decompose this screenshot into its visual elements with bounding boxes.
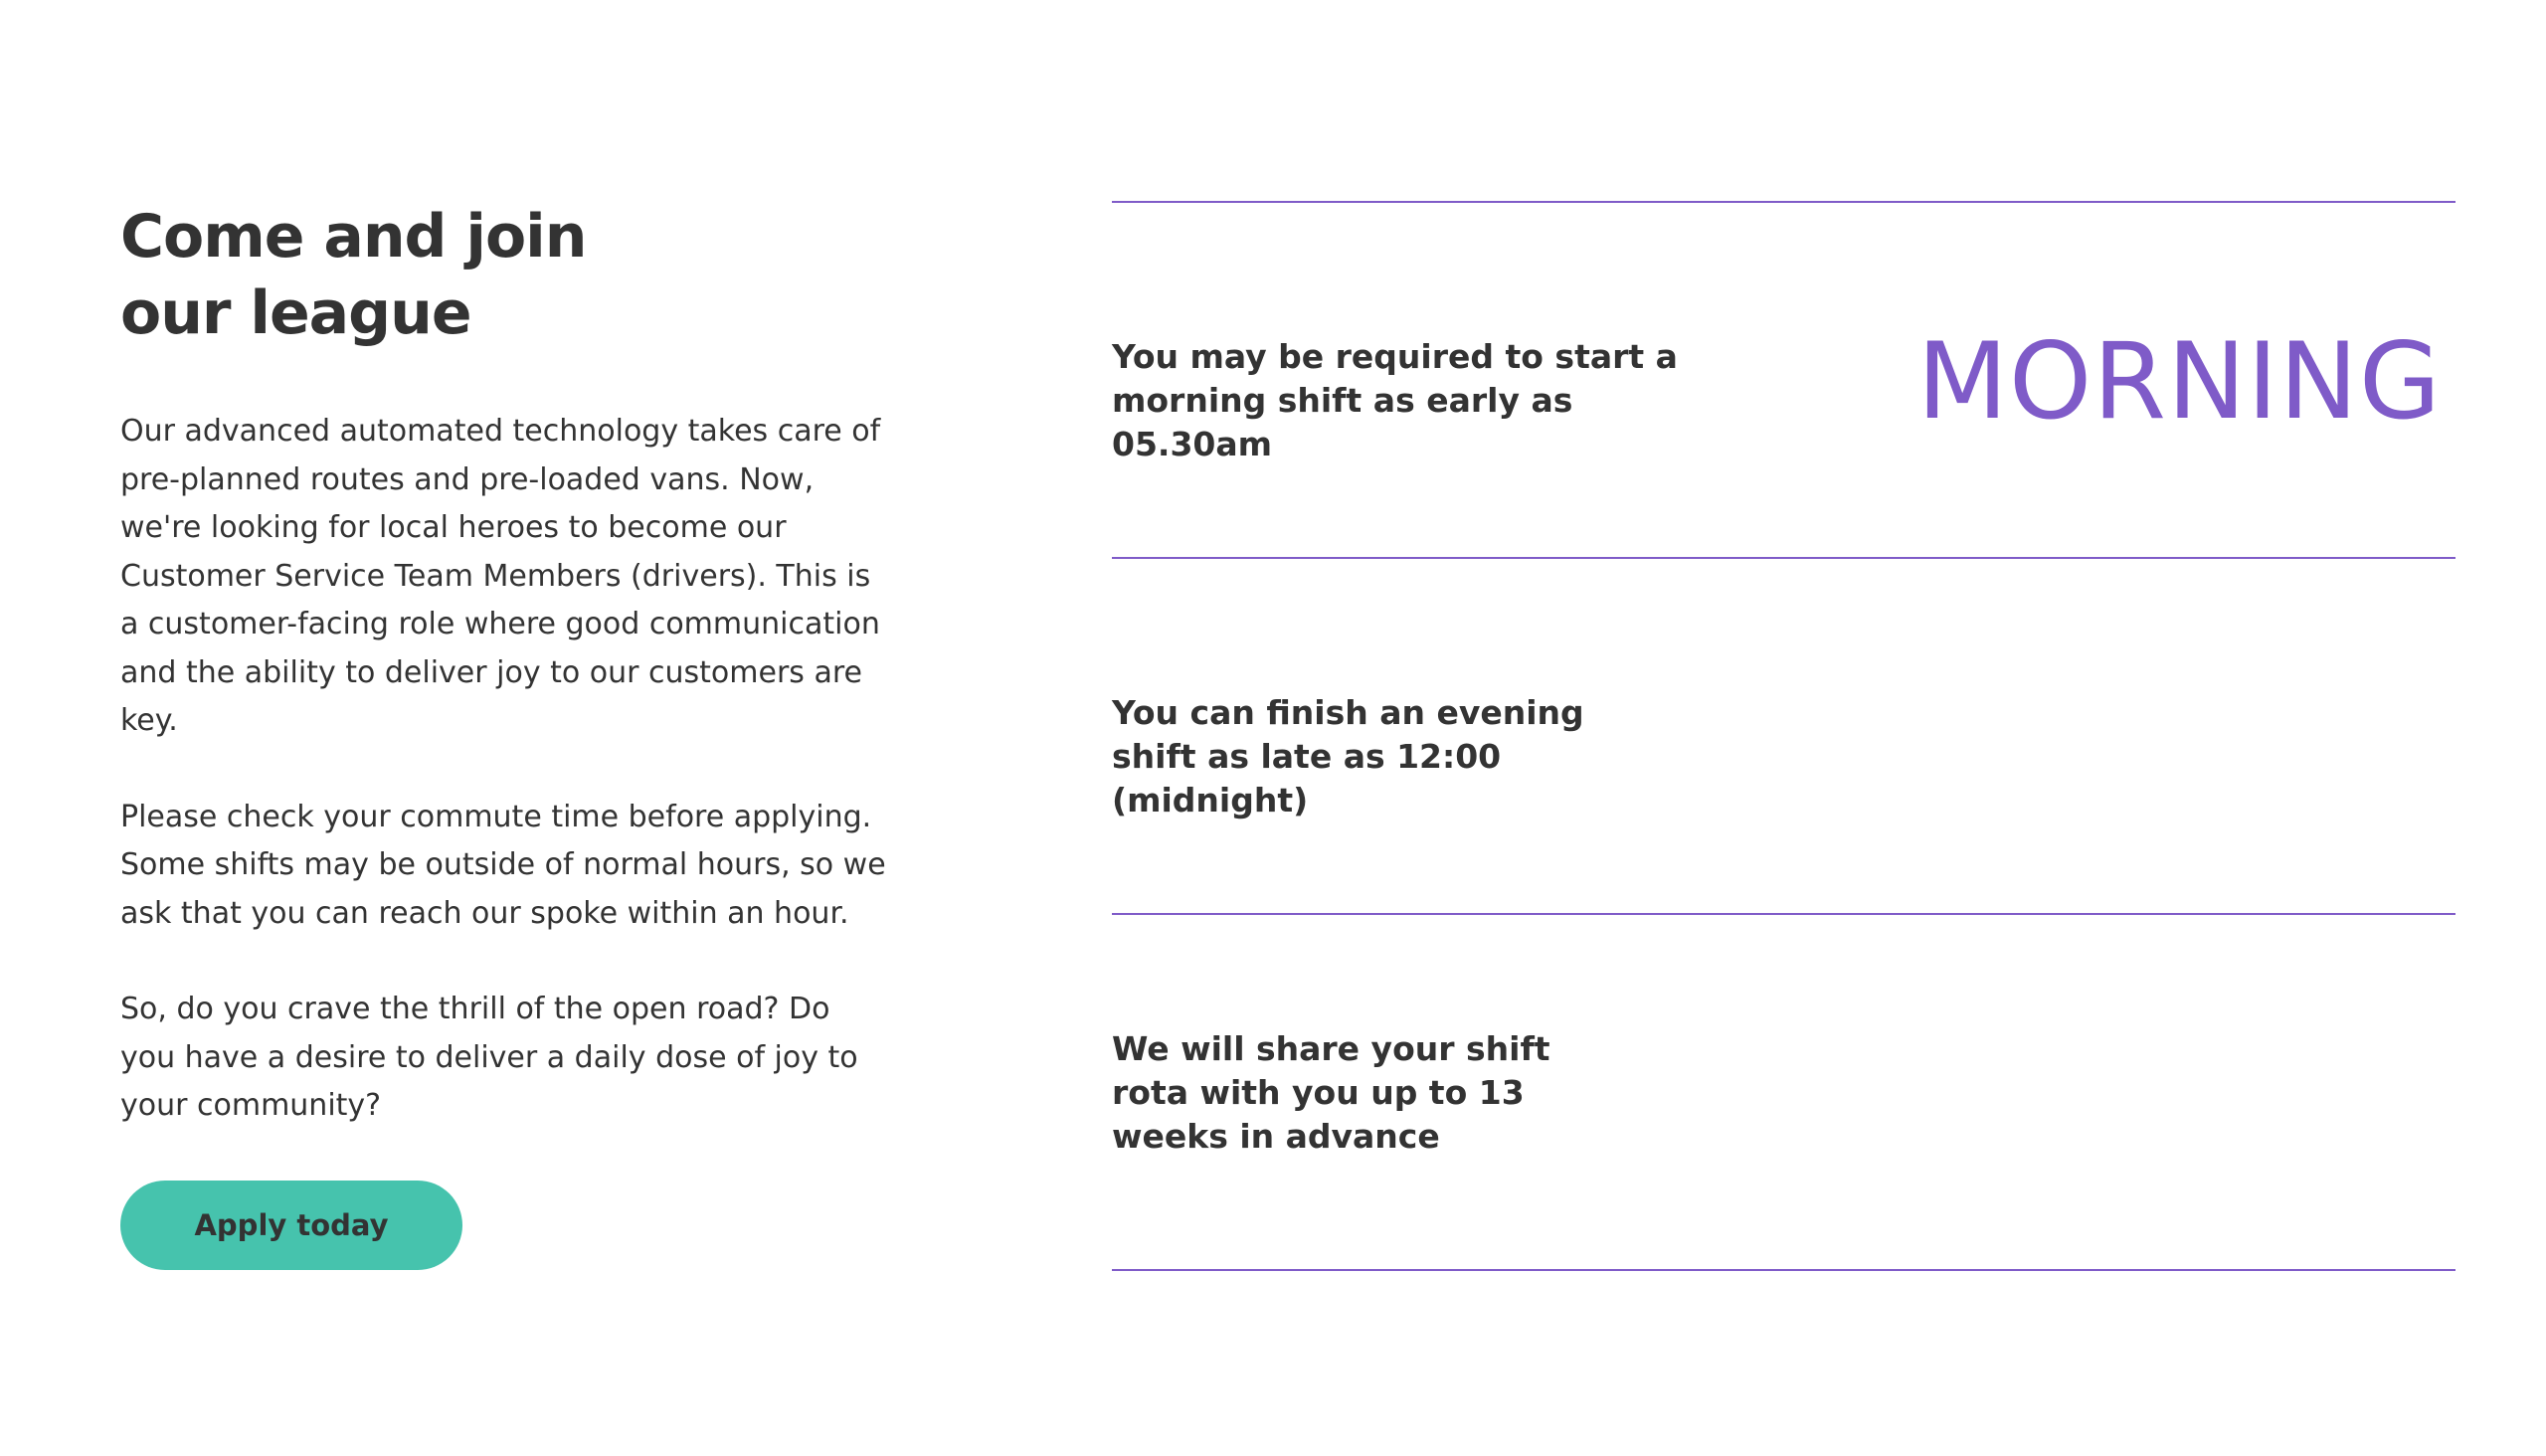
intro-paragraphs [120, 408, 886, 1131]
apply-today-button[interactable]: Apply today [120, 1181, 462, 1270]
shift-row-text: We will share your shift rota with you up to 13 weeks in advance [1112, 1029, 1550, 1156]
shift-row-morning [1112, 203, 2455, 557]
divider [1112, 1269, 2455, 1271]
title-line-1: Come and join [120, 202, 587, 272]
title-line-2: our league [120, 278, 471, 348]
shift-row-text: You can finish an evening shift as late as 12:00 (midnight) [1112, 693, 1584, 819]
shift-row-text: You may be required to start a morning shift as early as 05.30am [1112, 337, 1678, 463]
intro-paragraph: Our advanced automated technology takes care of pre-planned routes and pre-loaded vans. Now, we're looking for local heroes to become our Customer Service Team Members (drivers). This is a customer-facing role where good communication and the ability to deliver joy to our customers are key. [120, 414, 881, 738]
page-title [120, 199, 886, 352]
shift-info-list [1112, 201, 2455, 1271]
intro-section [120, 199, 886, 1179]
shift-row-evening [1112, 559, 2455, 913]
intro-paragraph: Please check your commute time before applying. Some shifts may be outside of normal hours, so we ask that you can reach our spoke within an hour. [120, 799, 886, 931]
shift-row-rota [1112, 915, 2455, 1269]
shift-highlight-word: MORNING [1916, 320, 2442, 443]
intro-paragraph: So, do you crave the thrill of the open road? Do you have a desire to deliver a daily dose of joy to your community? [120, 992, 858, 1123]
